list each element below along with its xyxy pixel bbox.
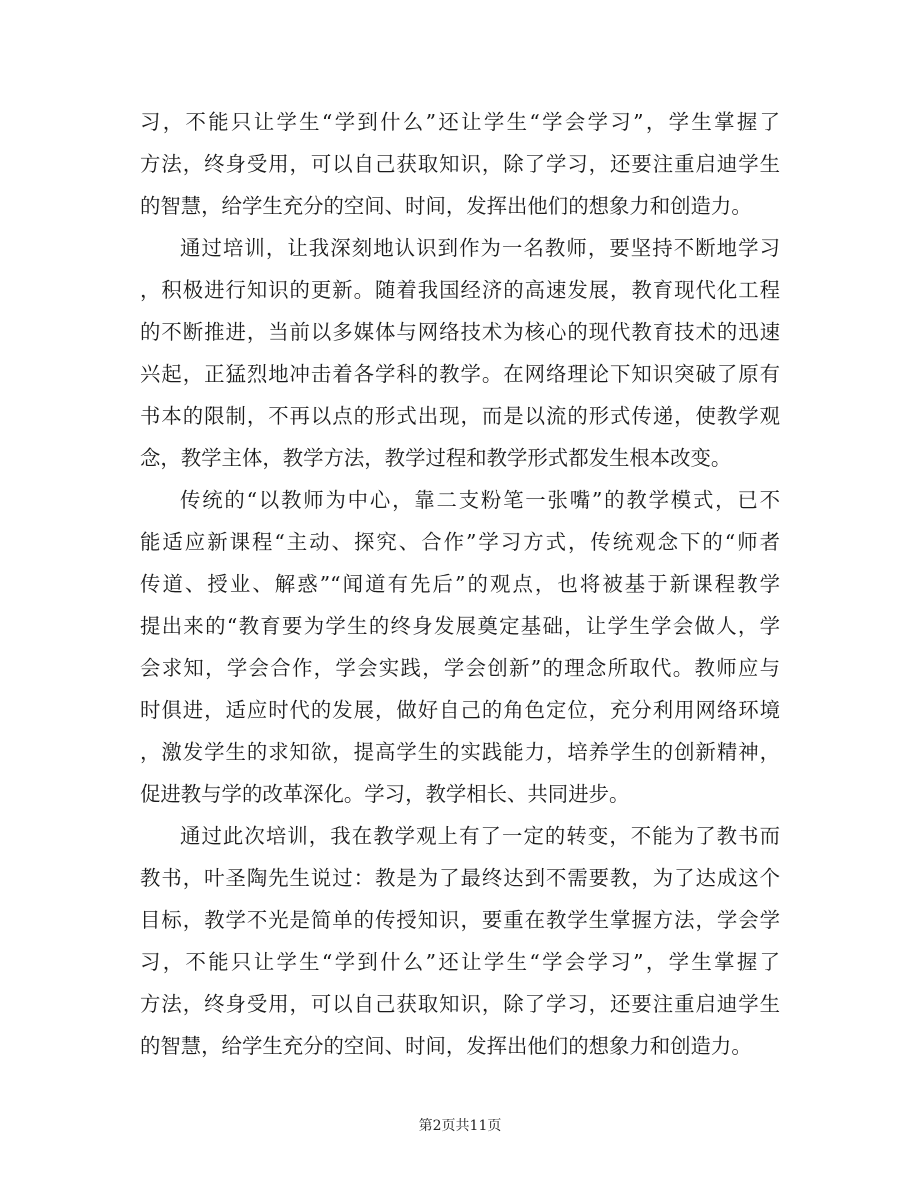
text-line: 方法，终身受用，可以自己获取知识，除了学习，还要注重启迪学生 <box>140 152 780 176</box>
text-line: ，积极进行知识的更新。随着我国经济的高速发展，教育现代化工程 <box>140 278 780 302</box>
text-line: 方法，终身受用，可以自己获取知识，除了学习，还要注重启迪学生 <box>140 992 780 1016</box>
text-line: 习，不能只让学生“学到什么”还让学生“学会学习”，学生掌握了 <box>140 950 780 974</box>
text-line: 兴起，正猛烈地冲击着各学科的教学。在网络理论下知识突破了原有 <box>140 362 780 386</box>
text-line: 目标，教学不光是简单的传授知识，要重在教学生掌握方法，学会学 <box>140 908 780 932</box>
text-line: 时俱进，适应时代的发展，做好自己的角色定位，充分利用网络环境 <box>140 698 780 722</box>
text-line: 书本的限制，不再以点的形式出现，而是以流的形式传递，使教学观 <box>140 404 780 428</box>
paragraph-first-line: 通过培训，让我深刻地认识到作为一名教师，要坚持不断地学习 <box>180 236 780 260</box>
text-line: 念，教学主体，教学方法，教学过程和教学形式都发生根本改变。 <box>140 446 732 470</box>
text-line: 习，不能只让学生“学到什么”还让学生“学会学习”，学生掌握了 <box>140 110 780 134</box>
paragraph-first-line: 通过此次培训，我在教学观上有了一定的转变，不能为了教书而 <box>180 824 780 848</box>
text-line: ，激发学生的求知欲，提高学生的实践能力，培养学生的创新精神， <box>140 740 780 764</box>
text-line: 能适应新课程“主动、探究、合作”学习方式，传统观念下的“师者 <box>140 530 780 554</box>
text-line: 促进教与学的改革深化。学习，教学相长、共同进步。 <box>140 782 630 806</box>
text-line: 的不断推进，当前以多媒体与网络技术为核心的现代教育技术的迅速 <box>140 320 780 344</box>
page-number-footer: 第2页共11页 <box>418 1118 502 1134</box>
text-line: 会求知，学会合作，学会实践，学会创新”的理念所取代。教师应与 <box>140 656 780 680</box>
paragraph-first-line: 传统的“以教师为中心，靠二支粉笔一张嘴”的教学模式，已不 <box>180 488 780 512</box>
text-line: 传道、授业、解惑”“闻道有先后”的观点，也将被基于新课程教学 <box>140 572 780 596</box>
text-line: 提出来的“教育要为学生的终身发展奠定基础，让学生学会做人，学 <box>140 614 780 638</box>
text-line: 教书，叶圣陶先生说过：教是为了最终达到不需要教，为了达成这个 <box>140 866 780 890</box>
text-line: 的智慧，给学生充分的空间、时间，发挥出他们的想象力和创造力。 <box>140 194 752 218</box>
text-line: 的智慧，给学生充分的空间、时间，发挥出他们的想象力和创造力。 <box>140 1034 752 1058</box>
